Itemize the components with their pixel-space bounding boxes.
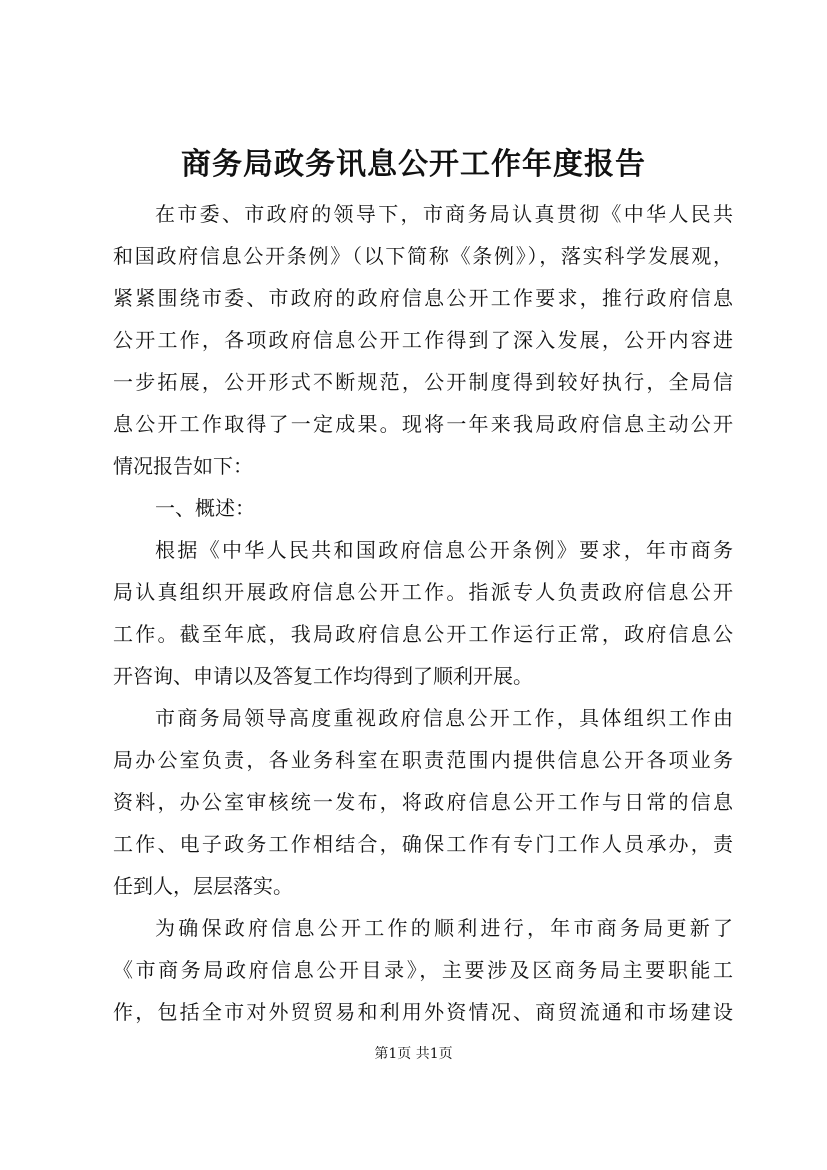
- paragraph-line: 情况报告如下：: [113, 454, 253, 478]
- paragraph-line: 工作。截至年底，我局政府信息公开工作运行正常，政府信息公: [113, 622, 733, 646]
- paragraph-line: 在市委、市政府的领导下，市商务局认真贯彻《中华人民共: [155, 202, 733, 226]
- page-footer: 第1页 共1页: [374, 1046, 453, 1062]
- paragraph-line: 作，包括全市对外贸贸易和利用外资情况、商贸流通和市场建设: [113, 1000, 733, 1024]
- paragraph-line: 市商务局领导高度重视政府信息公开工作，具体组织工作由: [155, 706, 733, 730]
- paragraph-line: 为确保政府信息公开工作的顺利进行，年市商务局更新了: [155, 916, 733, 940]
- paragraph-line: 息公开工作取得了一定成果。现将一年来我局政府信息主动公开: [113, 412, 733, 436]
- paragraph-line: 公开工作，各项政府信息公开工作得到了深入发展，公开内容进: [113, 328, 733, 352]
- paragraph-line: 工作、电子政务工作相结合，确保工作有专门工作人员承办，责: [113, 832, 733, 856]
- document-title: 商务局政务讯息公开工作年度报告: [181, 147, 646, 182]
- paragraph-line: 局办公室负责，各业务科室在职责范围内提供信息公开各项业务: [113, 748, 733, 772]
- paragraph-line: 资料，办公室审核统一发布，将政府信息公开工作与日常的信息: [113, 790, 733, 814]
- paragraph-line: 根据《中华人民共和国政府信息公开条例》要求，年市商务: [155, 538, 733, 562]
- paragraph-line: 开咨询、申请以及答复工作均得到了顺利开展。: [113, 664, 533, 688]
- paragraph-line: 局认真组织开展政府信息公开工作。指派专人负责政府信息公开: [113, 580, 733, 604]
- paragraph-line: 一步拓展，公开形式不断规范，公开制度得到较好执行，全局信: [113, 370, 733, 394]
- section-heading: 一、概述：: [155, 496, 255, 520]
- document-body: [113, 193, 733, 1033]
- paragraph-line: 紧紧围绕市委、市政府的政府信息公开工作要求，推行政府信息: [113, 286, 733, 310]
- paragraph-line: 任到人，层层落实。: [113, 874, 293, 898]
- paragraph-line: 《市商务局政府信息公开目录》，主要涉及区商务局主要职能工: [113, 958, 733, 982]
- paragraph-line: 和国政府信息公开条例》（以下简称《条例》），落实科学发展观，: [113, 244, 733, 268]
